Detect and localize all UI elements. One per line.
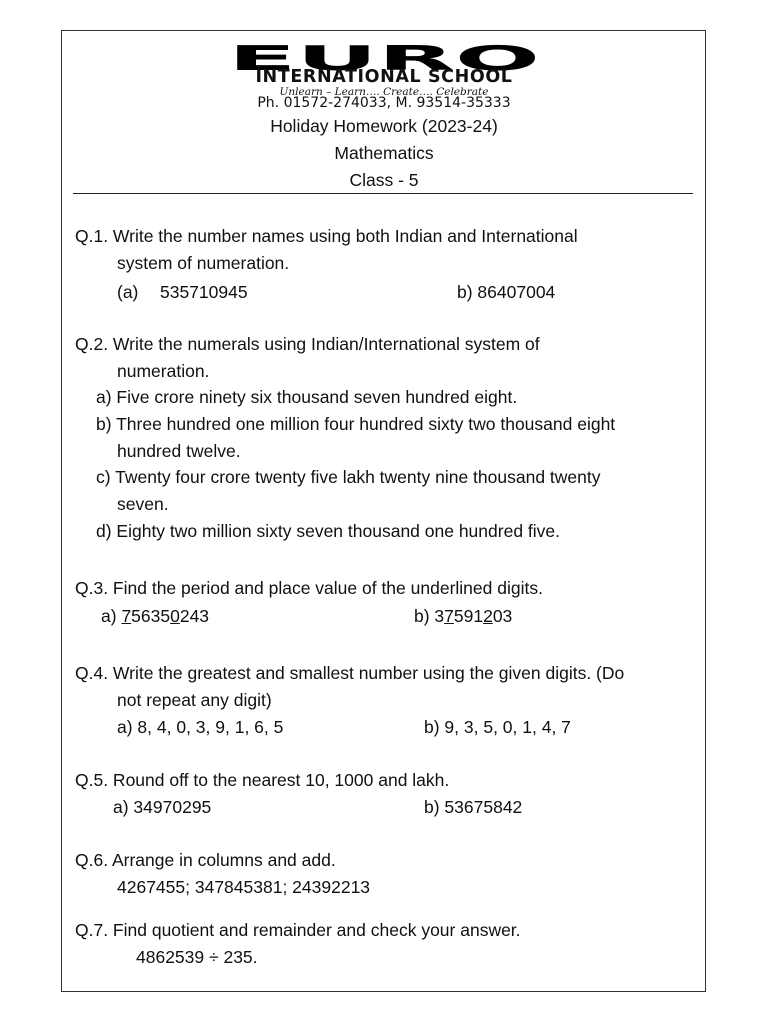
q6-text: Q.6. Arrange in columns and add. [75, 850, 336, 870]
school-motto: Unlearn – Learn…. Create…. Celebrate [279, 86, 489, 95]
q2-item-c: c) Twenty four crore twenty five lakh twenty nine thousand twenty [96, 467, 601, 487]
q3-a-middle: 5635 [131, 606, 171, 626]
q5-option-a: a) 34970295 [113, 797, 212, 817]
q1-option-a-label: (a) [117, 282, 139, 302]
homework-title: Holiday Homework (2023-24) [270, 116, 498, 136]
q3-option-a [101, 605, 209, 627]
q3-a-suffix: 243 [179, 606, 210, 626]
q4-text: Q.4. Write the greatest and smallest number using the given digits. (Do [75, 663, 625, 683]
q3-b-underlined-digit: 2 [483, 606, 493, 626]
q2-item-b: b) Three hundred one million four hundred sixty two thousand eight [96, 414, 616, 434]
q7-text: Q.7. Find quotient and remainder and check your answer. [75, 920, 521, 940]
q3-b-prefix: b) 3 [414, 606, 445, 626]
q4-text-cont: not repeat any digit) [117, 690, 272, 710]
q1-option-b: b) 86407004 [457, 282, 556, 302]
subject-title: Mathematics [334, 143, 434, 163]
q1-text: Q.1. Write the number names using both Indian and International [75, 226, 578, 246]
q2-item-b-cont: hundred twelve. [117, 441, 241, 461]
q2-item-d: d) Eighty two million sixty seven thousand one hundred five. [96, 521, 561, 541]
class-title: Class - 5 [349, 170, 419, 190]
q5-text: Q.5. Round off to the nearest 10, 1000 and lakh. [75, 770, 450, 790]
q2-text: Q.2. Write the numerals using Indian/International system of [75, 334, 540, 354]
q5-option-b: b) 53675842 [424, 797, 523, 817]
q2-text-cont: numeration. [117, 361, 210, 381]
q6-numbers: 4267455; 347845381; 24392213 [117, 877, 371, 897]
q3-a-prefix: a) [101, 606, 122, 626]
q3-b-suffix: 03 [492, 606, 513, 626]
q4-option-b: b) 9, 3, 5, 0, 1, 4, 7 [424, 717, 571, 737]
header-divider [73, 193, 693, 194]
logo-word: EURO [228, 43, 540, 73]
q1-option-a: 535710945 [160, 282, 248, 302]
school-phone: Ph. 01572-274033, M. 93514-35333 [257, 95, 511, 111]
q4-option-a: a) 8, 4, 0, 3, 9, 1, 6, 5 [117, 717, 284, 737]
q1-text-cont: system of numeration. [117, 253, 290, 273]
q3-option-b [414, 605, 512, 627]
q3-text: Q.3. Find the period and place value of the underlined digits. [75, 578, 543, 598]
q3-b-middle: 591 [453, 606, 484, 626]
q2-item-a: a) Five crore ninety six thousand seven hundred eight. [96, 387, 518, 407]
q3-a-underlined-digit: 0 [170, 606, 180, 626]
q3-b-underlined-digit: 7 [444, 606, 454, 626]
q3-a-underlined-digit: 7 [121, 606, 132, 626]
q7-expression: 4862539 ÷ 235. [136, 947, 258, 967]
school-name: INTERNATIONAL SCHOOL [255, 67, 513, 87]
q2-item-c-cont: seven. [117, 494, 169, 514]
